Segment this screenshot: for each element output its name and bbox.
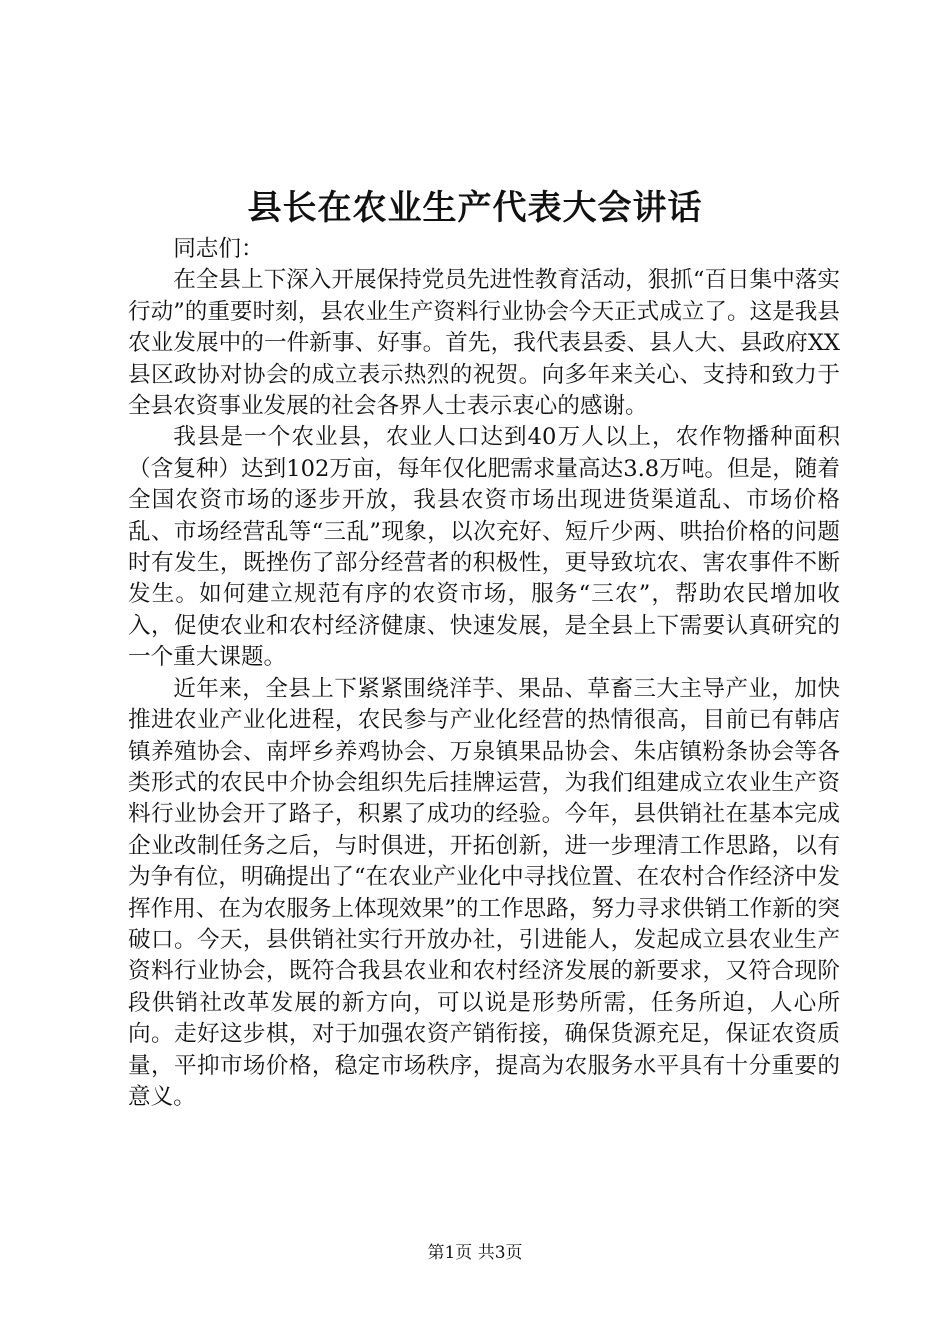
document-body [128, 234, 840, 1113]
paragraph-2: 我县是一个农业县，农业人口达到40万人以上，农作物播种面积（含复种）达到102万亩，每年仅化肥需求量高达3.8万吨。但是，随着全国农资市场的逐步开放，我县农资市场出现进货渠道乱、市场价格乱、市场经营乱等“三乱”现象，以次充好、短斤少两、哄抬价格的问题时有发生，既挫伤了部分经营者的积极性，更导致坑农、害农事件不断发生。如何建立规范有序的农资市场，服务“三农”，帮助农民增加收入，促使农业和农村经济健康、快速发展，是全县上下需要认真研究的一个重大课题。 [128, 424, 840, 671]
paragraph-1: 在全县上下深入开展保持党员先进性教育活动，狠抓“百日集中落实行动”的重要时刻，县农业生产资料行业协会今天正式成立了。这是我县农业发展中的一件新事、好事。首先，我代表县委、县人大、县政府XX县区政协对协会的成立表示热烈的祝贺。向多年来关心、支持和致力于全县农资事业发展的社会各界人士表示衷心的感谢。 [128, 267, 840, 420]
page-number-footer: 第1页 共3页 [427, 1243, 523, 1263]
greeting: 同志们： [173, 236, 264, 262]
paragraph-3: 近年来，全县上下紧紧围绕洋芋、果品、草畜三大主导产业，加快推进农业产业化进程，农民参与产业化经营的热情很高，目前已有韩店镇养殖协会、南坪乡养鸡协会、万泉镇果品协会、朱店镇粉条协会等各类形式的农民中介协会组织先后挂牌运营，为我们组建成立农业生产资料行业协会开了路子，积累了成功的经验。今年，县供销社在基本完成企业改制任务之后，与时俱进，开拓创新，进一步理清工作思路，以有为争有位，明确提出了“在农业产业化中寻找位置、在农村合作经济中发挥作用、在为农服务上体现效果”的工作思路，努力寻求供销工作新的突破口。今天，县供销社实行开放办社，引进能人，发起成立县农业生产资料行业协会，既符合我县农业和农村经济发展的新要求，又符合现阶段供销社改革发展的新方向，可以说是形势所需，任务所迫，人心所向。走好这步棋，对于加强农资产销衔接，确保货源充足，保证农资质量，平抑市场价格，稳定市场秩序，提高为农服务水平具有十分重要的意义。 [128, 675, 840, 1110]
document-title: 县长在农业生产代表大会讲话 [247, 188, 703, 228]
